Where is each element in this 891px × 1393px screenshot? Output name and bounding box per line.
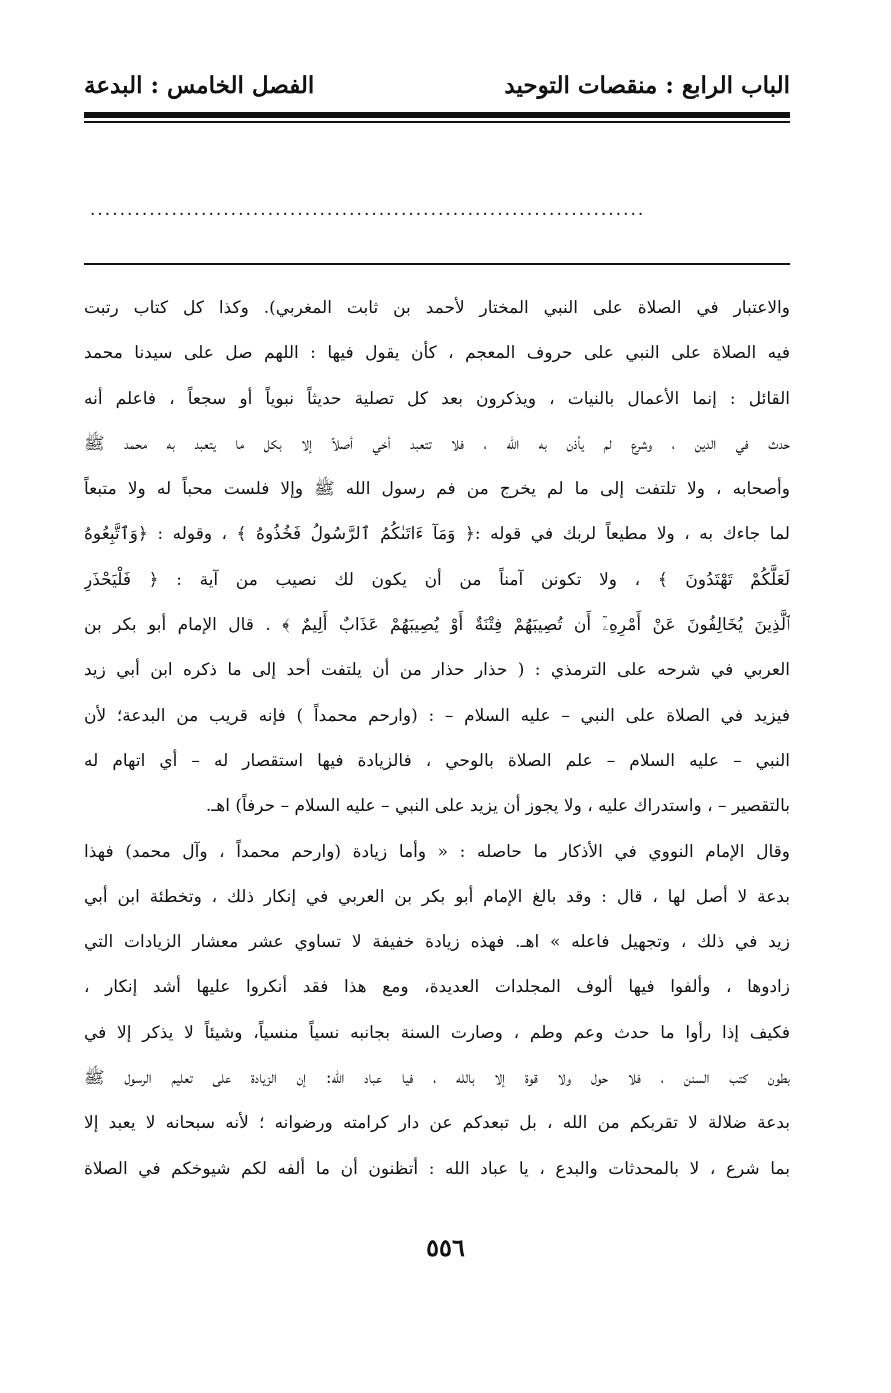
text-line: النبي – عليه السلام – علم الصلاة بالوحي ، فالزيادة فيها استقصار له – أي اتهام له xyxy=(84,750,790,771)
footnote-dotted-line: ........................................................................... xyxy=(90,200,646,220)
text-line: العربي في شرحه على الترمذي : ( حذار حذار من أن يلتفت أحد إلى ما ذكره ابن أبي زيد xyxy=(84,660,790,681)
text-line: فيزيد في الصلاة على النبي – عليه السلام – : (وارحم محمداً ) فإنه قريب من البدعة؛ لأن xyxy=(84,705,790,726)
header-rule-thick xyxy=(84,112,790,118)
text-line: ٱلَّذِينَ يُخَالِفُونَ عَنْ أَمْرِهِۦٓ أَن تُصِيبَهُمْ فِتْنَةٌ أَوْ يُصِيبَهُمْ عَذَابٌ أَلِيمٌ ﴾ . قال الإمام أبو بكر بن xyxy=(84,615,790,636)
header-rule-thin xyxy=(84,121,790,123)
text-line: بما شرع ، لا بالمحدثات والبدع ، يا عباد الله : أتظنون أن ما ألفه لكم شيوخكم في الصلاة xyxy=(84,1158,790,1179)
text-line: زيد في ذلك ، وتجهيل فاعله » اهـ. فهذه زيادة خفيفة لا تساوي عشر معشار الزيادات التي xyxy=(84,932,790,953)
text-line: بدعة ضلالة لا تقربكم من الله ، بل تبعدكم عن دار كرامته ورضوانه ؛ لأنه سبحانه لا يعبد إلا xyxy=(84,1113,790,1134)
section-title: الفصل الخامس : البدعة xyxy=(84,71,315,99)
text-line: بالتقصير – ، واستدراك عليه ، ولا يجوز أن يزيد على النبي – عليه السلام – حرفاً) اهـ. xyxy=(205,796,790,817)
text-line: فيه الصلاة على النبي على حروف المعجم ، كأن يقول فيها : اللهم صل على سيدنا محمد xyxy=(84,343,790,364)
text-line: وأصحابه ، ولا تلتفت إلى ما لم يخرج من فم رسول الله ﷺ وإلا فلست محباً له ولا متبعاً xyxy=(84,479,790,500)
text-line: حدث في الدين ، وشرع لم يأذن به الله ، فلا تتعبد أخي أصلاً إلا بكل ما يتعبد به محمد ﷺ xyxy=(84,433,790,454)
text-line: القائل : إنما الأعمال بالنيات ، ويذكرون بعد كل تصلية حديثاً نبوياً أو سجعاً ، فاعلم أنه xyxy=(84,388,790,409)
text-line: بدعة لا أصل لها ، قال : وقد بالغ الإمام أبو بكر بن العربي في إنكار ذلك ، وتخطئة ابن أبي xyxy=(84,886,790,907)
text-line: لَعَلَّكُمْ تَهْتَدُونَ ﴾ ، ولا تكونن آمناً من أن يكون لك نصيب من آية : ﴿ فَلْيَحْذَرِ xyxy=(84,569,790,590)
text-line: لما جاءك به ، ولا مطيعاً لربك في قوله :﴿ وَمَآ ءَاتَىٰكُمُ ٱلرَّسُولُ فَخُذُوهُ ﴾ ، وقوله : ﴿وَٱتَّبِعُوهُ xyxy=(84,524,790,545)
text-line: فكيف إذا رأوا ما حدث وعم وطم ، وصارت السنة بجانبه نسياً منسياً، وشيئاً لا يذكر إلا في xyxy=(84,1022,790,1043)
text-line: زادوها ، وألفوا فيها ألوف المجلدات العديدة، ومع هذا فقد أنكروا عليها أشد إنكار ، xyxy=(84,977,790,998)
page-number: ٥٥٦ xyxy=(426,1233,465,1262)
body-text xyxy=(84,286,790,1192)
text-line: بطون كتب السنن ، فلا حول ولا قوة إلا بالله ، فيا عباد الله: إن الزيادة على تعليم الرسول ﷺ xyxy=(84,1068,790,1089)
section-divider xyxy=(84,263,790,265)
chapter-title: الباب الرابع : منقصات التوحيد xyxy=(504,71,790,99)
running-header xyxy=(84,62,790,108)
text-line: وقال الإمام النووي في الأذكار ما حاصله : « وأما زيادة (وارحم محمداً ، وآل محمد) فهذا xyxy=(84,841,790,862)
text-line: والاعتبار في الصلاة على النبي المختار لأحمد بن ثابت المغربي). وكذا كل كتاب رتبت xyxy=(84,298,790,318)
